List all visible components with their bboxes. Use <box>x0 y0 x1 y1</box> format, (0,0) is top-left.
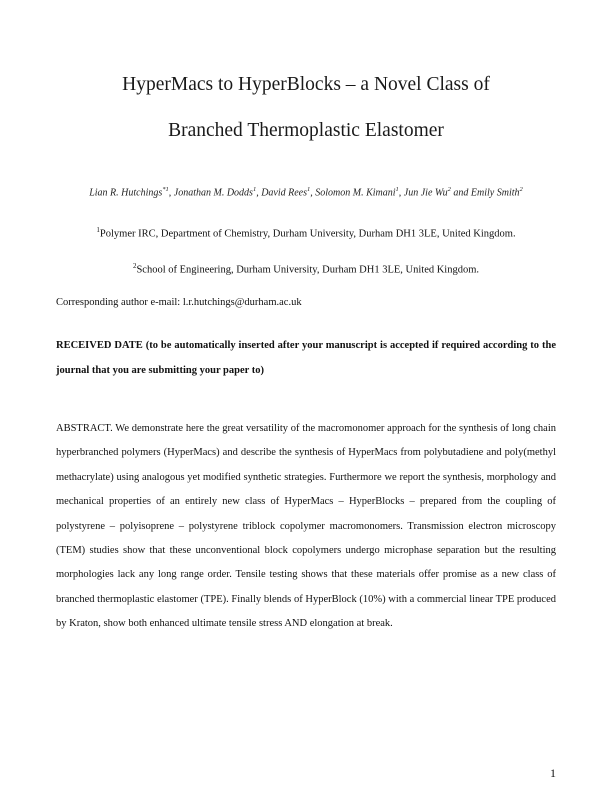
corresponding-author: Corresponding author e-mail: l.r.hutchings@durham.ac.uk <box>56 297 302 308</box>
affiliation-1 <box>40 226 572 240</box>
page-number: 1 <box>550 766 556 780</box>
author-separator: , <box>310 187 316 199</box>
affiliation-1-mark: 1 <box>96 226 100 234</box>
author-affiliation-mark: 1 <box>307 186 311 193</box>
author-name: Jun Jie Wu <box>403 187 448 199</box>
author-affiliation-mark: *1 <box>162 186 169 193</box>
author-name: David Rees <box>261 187 308 199</box>
abstract-paragraph: ABSTRACT. We demonstrate here the great versatility of the macromonomer approach for the synthesis of long chain hyperbranched polymers (HyperMacs) and describe the synthesis of HyperMacs from polybutadiene and poly(methyl methacrylate) using analogous yet modified synthetic strategies. Furthermore we report the synthesis, morphology and mechanical properties of an entirely new class of HyperMacs – HyperBlocks – prepared from the coupling of polystyrene – polyisoprene – polystyrene triblock copolymer macromonomers. Transmission electron microscopy (TEM) studies show that these unconventional block copolymers undergo microphase separation but the resulting morphologies lack any long range order. Tensile testing shows that these materials offer promise as a new class of branched thermoplastic elastomer (TPE). Finally blends of HyperBlock (10%) with a commercial linear TPE produced by Kraton, show both enhanced ultimate tensile stress AND elongation at break. <box>56 423 556 630</box>
paper-title-line-2: Branched Thermoplastic Elastomer <box>168 120 444 141</box>
affiliation-2-text: School of Engineering, Durham University, Durham DH1 3LE, United Kingdom. <box>136 264 480 276</box>
author-affiliation-mark: 1 <box>252 186 257 193</box>
author-name: Jonathan M. Dodds <box>173 187 253 199</box>
author-affiliation-mark: 1 <box>395 186 399 193</box>
author-separator: , <box>168 187 174 199</box>
affiliation-1-text: Polymer IRC, Department of Chemistry, Durham University, Durham DH1 3LE, United Kingdom. <box>99 228 516 240</box>
author-separator: , <box>398 187 404 199</box>
author-affiliation-mark: 2 <box>447 186 451 193</box>
affiliation-2 <box>40 262 572 276</box>
author-separator: , <box>256 187 262 199</box>
paper-title-line-1: HyperMacs to HyperBlocks – a Novel Class of <box>122 74 490 95</box>
author-name: Lian R. Hutchings <box>89 187 163 199</box>
author-separator: and <box>450 187 471 199</box>
author-name: Emily Smith <box>470 187 520 199</box>
affiliation-2-mark: 2 <box>132 262 137 270</box>
author-name: Solomon M. Kimani <box>315 187 396 199</box>
author-affiliation-mark: 2 <box>519 186 523 193</box>
received-date-note: RECEIVED DATE (to be automatically inserted after your manuscript is accepted if required according to the journal that you are submitting your paper to) <box>56 340 556 376</box>
author-list <box>40 186 572 198</box>
